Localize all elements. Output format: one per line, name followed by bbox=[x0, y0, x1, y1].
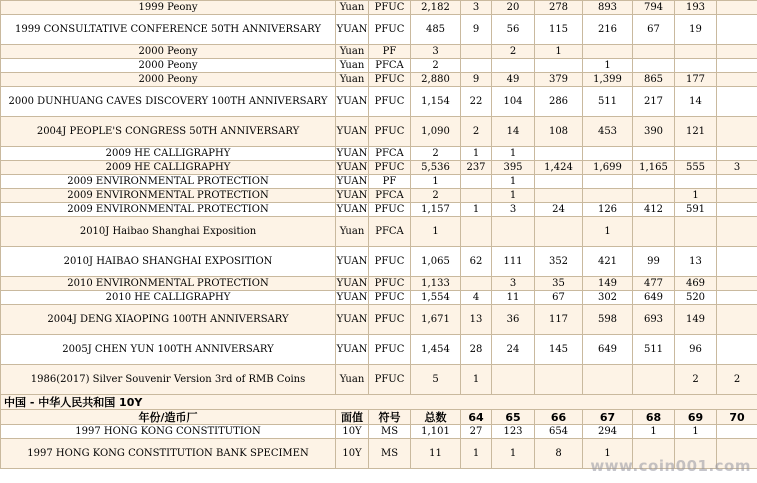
table-cell: 111 bbox=[492, 247, 535, 277]
table-cell: 1,065 bbox=[411, 247, 461, 277]
table-cell: 302 bbox=[583, 291, 633, 305]
table-cell: 8 bbox=[535, 439, 583, 469]
table-cell: 1 bbox=[492, 439, 535, 469]
table-cell: 1 bbox=[461, 439, 492, 469]
section-yuan-rows bbox=[1, 1, 757, 395]
table-cell bbox=[633, 45, 675, 59]
table-cell: 555 bbox=[675, 161, 717, 175]
table-row bbox=[1, 161, 757, 175]
table-cell: 1,165 bbox=[633, 161, 675, 175]
table-cell: 520 bbox=[675, 291, 717, 305]
table-cell: 177 bbox=[675, 73, 717, 87]
coin-name-cell: 2009 HE CALLIGRAPHY bbox=[1, 161, 336, 175]
table-cell bbox=[717, 1, 757, 15]
table-cell: PFUC bbox=[369, 247, 411, 277]
table-cell: 216 bbox=[583, 15, 633, 45]
table-cell: 1,133 bbox=[411, 277, 461, 291]
table-cell bbox=[717, 189, 757, 203]
table-cell: 14 bbox=[492, 117, 535, 147]
table-cell bbox=[461, 277, 492, 291]
table-cell: PFUC bbox=[369, 15, 411, 45]
table-cell: PFCA bbox=[369, 147, 411, 161]
table-cell: 379 bbox=[535, 73, 583, 87]
column-header: 68 bbox=[633, 410, 675, 425]
table-cell: 2,182 bbox=[411, 1, 461, 15]
table-cell: 67 bbox=[535, 291, 583, 305]
table-row bbox=[1, 365, 757, 395]
table-cell: 1 bbox=[583, 59, 633, 73]
table-cell: 62 bbox=[461, 247, 492, 277]
coin-name-cell: 2009 ENVIRONMENTAL PROTECTION bbox=[1, 203, 336, 217]
column-header: 面值 bbox=[336, 410, 369, 425]
table-row bbox=[1, 175, 757, 189]
table-cell: 649 bbox=[583, 335, 633, 365]
table-cell: 598 bbox=[583, 305, 633, 335]
table-cell: 649 bbox=[633, 291, 675, 305]
table-cell bbox=[535, 59, 583, 73]
table-cell: 145 bbox=[535, 335, 583, 365]
table-cell: PFUC bbox=[369, 73, 411, 87]
table-cell: 9 bbox=[461, 73, 492, 87]
table-cell: 2 bbox=[411, 189, 461, 203]
column-header: 年份/造币厂 bbox=[1, 410, 336, 425]
table-cell: PFUC bbox=[369, 87, 411, 117]
table-cell: YUAN bbox=[336, 278, 368, 289]
table-cell: 511 bbox=[583, 87, 633, 117]
table-cell: 2 bbox=[492, 45, 535, 59]
column-header: 69 bbox=[675, 410, 717, 425]
table-cell: 99 bbox=[633, 247, 675, 277]
table-cell: PFUC bbox=[369, 291, 411, 305]
table-cell: PFCA bbox=[369, 189, 411, 203]
table-cell bbox=[717, 291, 757, 305]
table-cell bbox=[633, 365, 675, 395]
table-cell: PFCA bbox=[369, 217, 411, 247]
table-cell: 1 bbox=[461, 147, 492, 161]
table-cell: 108 bbox=[535, 117, 583, 147]
table-cell: 2 bbox=[675, 365, 717, 395]
table-cell: 794 bbox=[633, 1, 675, 15]
table-cell bbox=[717, 15, 757, 45]
column-header: 70 bbox=[717, 410, 757, 425]
table-row bbox=[1, 73, 757, 87]
table-cell: 115 bbox=[535, 15, 583, 45]
table-cell: 1 bbox=[633, 425, 675, 439]
table-cell: PFUC bbox=[369, 117, 411, 147]
table-cell: 13 bbox=[675, 247, 717, 277]
table-row bbox=[1, 217, 757, 247]
table-cell: YUAN bbox=[336, 335, 369, 365]
table-cell bbox=[633, 217, 675, 247]
table-row bbox=[1, 277, 757, 291]
table-cell bbox=[492, 59, 535, 73]
table-row bbox=[1, 425, 757, 439]
coin-name-cell: 2000 DUNHUANG CAVES DISCOVERY 100TH ANNIVERSARY bbox=[1, 87, 336, 117]
table-cell bbox=[675, 175, 717, 189]
table-cell: 1,154 bbox=[411, 87, 461, 117]
table-cell: YUAN bbox=[336, 247, 369, 277]
table-cell: 1,424 bbox=[535, 161, 583, 175]
table-cell: 352 bbox=[535, 247, 583, 277]
coin-name-cell: 2000 Peony bbox=[1, 45, 336, 59]
column-header: 总数 bbox=[411, 410, 461, 425]
table-cell: 9 bbox=[461, 15, 492, 45]
table-cell: Yuan bbox=[336, 1, 369, 15]
table-cell: 1 bbox=[535, 45, 583, 59]
table-row bbox=[1, 189, 757, 203]
table-cell: 4 bbox=[461, 291, 492, 305]
coin-name-cell: 2010 HE CALLIGRAPHY bbox=[1, 291, 336, 305]
table-cell bbox=[492, 365, 535, 395]
table-cell: YUAN bbox=[336, 15, 369, 45]
table-cell: 1 bbox=[492, 189, 535, 203]
site-watermark: www.coin001.com bbox=[590, 457, 751, 475]
table-cell: YUAN bbox=[336, 204, 368, 215]
coin-name-cell: 1997 HONG KONG CONSTITUTION BANK SPECIMEN bbox=[1, 439, 336, 469]
table-cell: 20 bbox=[492, 1, 535, 15]
coin-name-cell: 2010 ENVIRONMENTAL PROTECTION bbox=[1, 277, 336, 291]
table-cell: 24 bbox=[492, 335, 535, 365]
table-cell: 1,101 bbox=[411, 425, 461, 439]
table-cell: 1,399 bbox=[583, 73, 633, 87]
coin-name-cell: 2009 ENVIRONMENTAL PROTECTION bbox=[1, 175, 336, 189]
table-cell: 1 bbox=[675, 425, 717, 439]
table-cell bbox=[461, 217, 492, 247]
table-cell bbox=[717, 425, 757, 439]
table-row bbox=[1, 291, 757, 305]
table-row bbox=[1, 15, 757, 45]
table-cell bbox=[717, 217, 757, 247]
table-cell: 390 bbox=[633, 117, 675, 147]
coin-name-cell: 2009 HE CALLIGRAPHY bbox=[1, 147, 336, 161]
table-cell: YUAN bbox=[336, 305, 369, 335]
coin-name-cell: 1997 HONG KONG CONSTITUTION bbox=[1, 425, 336, 439]
table-cell: 2,880 bbox=[411, 73, 461, 87]
coin-name-cell: 2010J HAIBAO SHANGHAI EXPOSITION bbox=[1, 247, 336, 277]
table-cell: 1 bbox=[492, 147, 535, 161]
table-cell: 1 bbox=[461, 365, 492, 395]
table-row bbox=[1, 203, 757, 217]
table-cell bbox=[535, 147, 583, 161]
table-cell: 654 bbox=[535, 425, 583, 439]
table-cell: 27 bbox=[461, 425, 492, 439]
table-cell: 121 bbox=[675, 117, 717, 147]
section-title-row bbox=[1, 395, 757, 410]
table-cell bbox=[717, 247, 757, 277]
table-cell: 123 bbox=[492, 425, 535, 439]
table-cell: 217 bbox=[633, 87, 675, 117]
table-cell: Yuan bbox=[336, 73, 369, 87]
table-cell: 126 bbox=[583, 203, 633, 217]
table-cell bbox=[633, 147, 675, 161]
table-cell: 2 bbox=[411, 59, 461, 73]
column-header-row bbox=[1, 410, 757, 425]
table-cell: 56 bbox=[492, 15, 535, 45]
table-cell: 11 bbox=[411, 439, 461, 469]
table-cell: YUAN bbox=[336, 190, 368, 201]
table-cell: 395 bbox=[492, 161, 535, 175]
column-header: 66 bbox=[535, 410, 583, 425]
table-cell: 286 bbox=[535, 87, 583, 117]
coin-name-cell: 2009 ENVIRONMENTAL PROTECTION bbox=[1, 189, 336, 203]
table-cell: PFUC bbox=[369, 1, 411, 15]
table-cell bbox=[583, 147, 633, 161]
table-cell: 865 bbox=[633, 73, 675, 87]
table-cell: PFCA bbox=[369, 59, 411, 73]
table-cell: PF bbox=[369, 45, 411, 59]
table-cell: 5,536 bbox=[411, 161, 461, 175]
table-cell bbox=[461, 45, 492, 59]
table-cell: 412 bbox=[633, 203, 675, 217]
table-cell: MS bbox=[369, 439, 411, 469]
table-cell: 1 bbox=[461, 203, 492, 217]
table-cell: 477 bbox=[633, 277, 675, 291]
table-cell: YUAN bbox=[336, 162, 368, 173]
table-cell: 10Y bbox=[336, 425, 369, 439]
table-row bbox=[1, 335, 757, 365]
table-cell: 1 bbox=[411, 217, 461, 247]
table-cell bbox=[717, 305, 757, 335]
table-cell: Yuan bbox=[336, 59, 369, 73]
table-cell: 1,090 bbox=[411, 117, 461, 147]
column-header: 67 bbox=[583, 410, 633, 425]
coin-name-cell: 2004J DENG XIAOPING 100TH ANNIVERSARY bbox=[1, 305, 336, 335]
table-cell: 294 bbox=[583, 425, 633, 439]
coin-name-cell: 1999 Peony bbox=[1, 1, 336, 15]
table-row bbox=[1, 117, 757, 147]
table-cell: PFUC bbox=[369, 161, 411, 175]
coin-name-cell: 1999 CONSULTATIVE CONFERENCE 50TH ANNIVERSARY bbox=[1, 15, 336, 45]
table-cell bbox=[535, 175, 583, 189]
table-cell: 453 bbox=[583, 117, 633, 147]
table-cell: 421 bbox=[583, 247, 633, 277]
table-cell: 3 bbox=[492, 203, 535, 217]
table-cell: YUAN bbox=[336, 292, 368, 303]
table-cell bbox=[717, 45, 757, 59]
table-cell bbox=[461, 189, 492, 203]
table-cell bbox=[717, 73, 757, 87]
table-cell: Yuan bbox=[336, 45, 369, 59]
table-cell: 24 bbox=[535, 203, 583, 217]
table-cell: 1,157 bbox=[411, 203, 461, 217]
table-cell: 278 bbox=[535, 1, 583, 15]
table-row bbox=[1, 87, 757, 117]
table-cell: 3 bbox=[492, 277, 535, 291]
table-cell: 3 bbox=[411, 45, 461, 59]
table-cell: 11 bbox=[492, 291, 535, 305]
column-header: 65 bbox=[492, 410, 535, 425]
table-cell bbox=[583, 189, 633, 203]
table-cell: 10Y bbox=[336, 439, 369, 469]
table-row bbox=[1, 147, 757, 161]
table-cell: YUAN bbox=[336, 87, 369, 117]
table-cell: 893 bbox=[583, 1, 633, 15]
table-cell: 36 bbox=[492, 305, 535, 335]
table-cell bbox=[535, 365, 583, 395]
table-cell: 1 bbox=[583, 217, 633, 247]
table-cell: 96 bbox=[675, 335, 717, 365]
table-cell bbox=[717, 277, 757, 291]
table-cell bbox=[717, 117, 757, 147]
table-cell: 28 bbox=[461, 335, 492, 365]
coin-name-cell: 1986(2017) Silver Souvenir Version 3rd of RMB Coins bbox=[1, 365, 336, 395]
table-cell bbox=[675, 59, 717, 73]
table-cell: 149 bbox=[583, 277, 633, 291]
table-cell: Yuan bbox=[336, 365, 369, 395]
table-cell: Yuan bbox=[336, 217, 369, 247]
table-cell: 1 bbox=[411, 175, 461, 189]
table-cell: 35 bbox=[535, 277, 583, 291]
table-cell: 1,454 bbox=[411, 335, 461, 365]
table-cell bbox=[492, 217, 535, 247]
table-cell: 104 bbox=[492, 87, 535, 117]
coin-name-cell: 2000 Peony bbox=[1, 73, 336, 87]
table-cell bbox=[675, 45, 717, 59]
table-cell bbox=[535, 217, 583, 247]
table-cell bbox=[461, 59, 492, 73]
table-cell: YUAN bbox=[336, 176, 368, 187]
coin-name-cell: 2010J Haibao Shanghai Exposition bbox=[1, 217, 336, 247]
table-cell: 149 bbox=[675, 305, 717, 335]
table-row bbox=[1, 45, 757, 59]
table-cell: PFUC bbox=[369, 335, 411, 365]
table-cell bbox=[717, 203, 757, 217]
table-cell bbox=[583, 365, 633, 395]
table-cell: 1,554 bbox=[411, 291, 461, 305]
coin-name-cell: 2000 Peony bbox=[1, 59, 336, 73]
table-cell bbox=[633, 189, 675, 203]
table-cell: 2 bbox=[717, 365, 757, 395]
table-cell: 1 bbox=[675, 189, 717, 203]
table-cell: PFUC bbox=[369, 277, 411, 291]
table-cell: 117 bbox=[535, 305, 583, 335]
table-cell bbox=[535, 189, 583, 203]
table-cell bbox=[633, 59, 675, 73]
table-cell: PFUC bbox=[369, 305, 411, 335]
table-cell bbox=[675, 217, 717, 247]
table-cell: 14 bbox=[675, 87, 717, 117]
coin-name-cell: 2004J PEOPLE'S CONGRESS 50TH ANNIVERSARY bbox=[1, 117, 336, 147]
table-cell: 2 bbox=[411, 147, 461, 161]
table-row bbox=[1, 305, 757, 335]
table-cell bbox=[461, 175, 492, 189]
table-cell: 511 bbox=[633, 335, 675, 365]
table-cell: 591 bbox=[675, 203, 717, 217]
column-header: 64 bbox=[461, 410, 492, 425]
table-cell: 3 bbox=[461, 1, 492, 15]
table-cell: YUAN bbox=[336, 148, 368, 159]
table-cell: 693 bbox=[633, 305, 675, 335]
table-cell bbox=[675, 147, 717, 161]
table-row bbox=[1, 247, 757, 277]
table-row bbox=[1, 59, 757, 73]
table-cell bbox=[717, 59, 757, 73]
table-cell: 49 bbox=[492, 73, 535, 87]
table-cell: 3 bbox=[717, 161, 757, 175]
table-cell: PFUC bbox=[369, 365, 411, 395]
table-cell: 1,699 bbox=[583, 161, 633, 175]
table-cell: 22 bbox=[461, 87, 492, 117]
table-cell: 2 bbox=[461, 117, 492, 147]
table-cell: 1 bbox=[583, 439, 633, 469]
table-cell: 469 bbox=[675, 277, 717, 291]
table-cell: 13 bbox=[461, 305, 492, 335]
table-cell bbox=[717, 147, 757, 161]
table-cell: 485 bbox=[411, 15, 461, 45]
coin-name-cell: 2005J CHEN YUN 100TH ANNIVERSARY bbox=[1, 335, 336, 365]
table-cell: 5 bbox=[411, 365, 461, 395]
table-cell: 193 bbox=[675, 1, 717, 15]
table-cell: PF bbox=[369, 175, 411, 189]
table-row bbox=[1, 1, 757, 15]
table-cell: PFUC bbox=[369, 203, 411, 217]
table-cell: 67 bbox=[633, 15, 675, 45]
section-10y bbox=[1, 395, 757, 425]
table-cell: YUAN bbox=[336, 117, 369, 147]
table-cell: 1 bbox=[492, 175, 535, 189]
table-cell bbox=[583, 45, 633, 59]
table-cell: 19 bbox=[675, 15, 717, 45]
table-cell bbox=[717, 87, 757, 117]
section-title: 中国 - 中华人民共和国 10Y bbox=[1, 395, 757, 410]
table-cell: MS bbox=[369, 425, 411, 439]
table-cell bbox=[717, 175, 757, 189]
table-cell bbox=[717, 335, 757, 365]
table-cell: 237 bbox=[461, 161, 492, 175]
table-cell bbox=[583, 175, 633, 189]
table-cell: 1,671 bbox=[411, 305, 461, 335]
table-cell bbox=[633, 175, 675, 189]
column-header: 符号 bbox=[369, 410, 411, 425]
